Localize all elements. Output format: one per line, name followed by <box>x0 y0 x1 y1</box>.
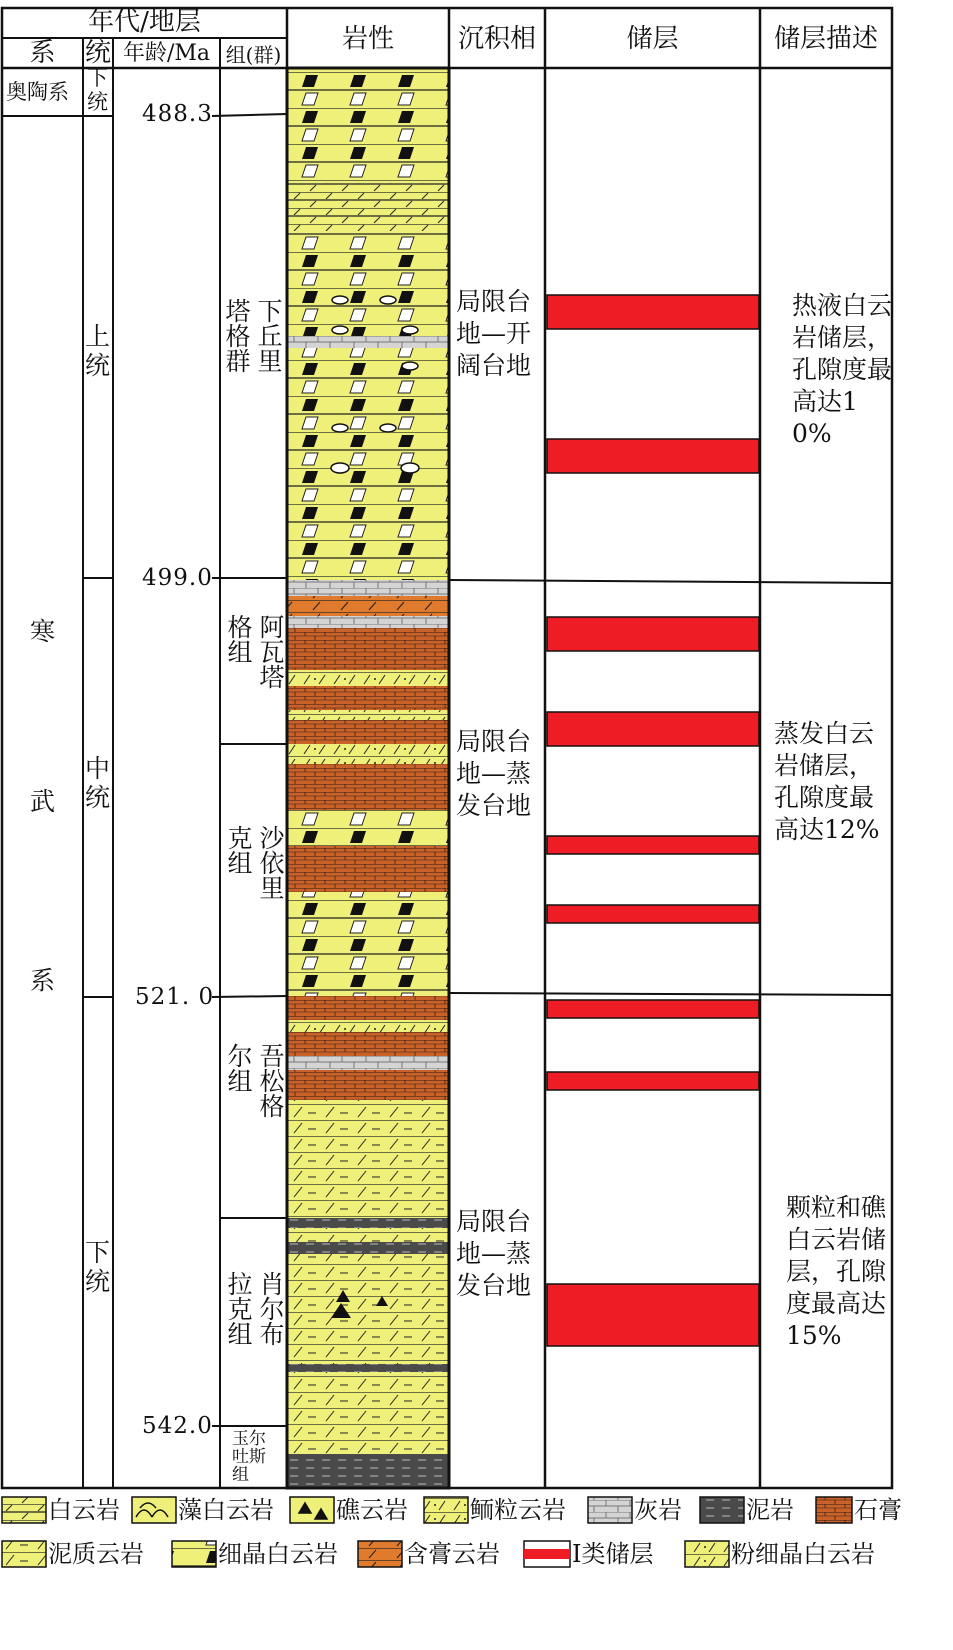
reservoir-bars <box>547 295 759 1346</box>
reservoir-desc-hydrothermal: 热液白云岩储层，孔隙度最高达10% <box>792 291 893 448</box>
header-series: 统 <box>84 38 111 68</box>
header-era-stratum: 年代/地层 <box>88 7 201 37</box>
series-lower: 下统 <box>84 1238 110 1296</box>
formation-xiaqiulitage: 下丘里塔格群 <box>222 298 283 373</box>
formation-yuertusi: 玉尔吐斯组 <box>232 1429 266 1485</box>
system-cambrian-char2: 武 <box>30 787 56 816</box>
series-upper: 上统 <box>84 322 110 380</box>
legend-label-oolitic: 鲕粒云岩 <box>470 1496 566 1524</box>
header-reservoir: 储层 <box>626 24 679 54</box>
header-reservoir-desc: 储层描述 <box>773 24 878 54</box>
legend-label-siltcrystal: 粉细晶白云岩 <box>731 1540 875 1568</box>
header-system: 系 <box>29 38 56 68</box>
system-cambrian-char1: 寒 <box>30 617 56 646</box>
legend-label-reef: 礁云岩 <box>336 1496 408 1524</box>
legend-label-mudstone: 泥岩 <box>746 1496 794 1524</box>
legend-label-limestone: 灰岩 <box>634 1496 682 1524</box>
header-lithology: 岩性 <box>341 24 394 54</box>
header-age: 年龄/Ma <box>122 41 211 66</box>
age-488: 488.3 <box>142 101 213 127</box>
legend-label-dolomite: 白云岩 <box>48 1496 120 1524</box>
age-521: 521. 0 <box>135 984 215 1010</box>
formation-awatage: 阿瓦塔格组 <box>224 614 285 689</box>
series-lower-ordovician: 下统 <box>87 66 108 114</box>
header-facies: 沉积相 <box>457 24 536 54</box>
header-formation: 组(群) <box>225 43 282 67</box>
system-ordovician: 奥陶系 <box>6 80 69 104</box>
legend-label-gypsiferous: 含膏云岩 <box>404 1540 500 1568</box>
legend-label-algal: 藻白云岩 <box>178 1496 274 1524</box>
facies-restricted-evaporite-low: 局限台地—蒸发台地 <box>456 1207 532 1300</box>
system-cambrian-char3: 系 <box>30 966 56 995</box>
facies-restricted-open: 局限台地—开阔台地 <box>456 287 532 380</box>
age-499: 499.0 <box>142 565 213 591</box>
lithology-column <box>287 68 449 1488</box>
reservoir-desc-grain-reef: 颗粒和礁白云岩储层，孔隙度最高达15% <box>786 1193 887 1350</box>
legend-label-argillaceous: 泥质云岩 <box>48 1540 144 1568</box>
formation-shayilike: 沙依里克组 <box>224 825 285 900</box>
legend-label-reservoir: I类储层 <box>572 1540 654 1568</box>
facies-restricted-evaporite-mid: 局限台地—蒸发台地 <box>456 727 532 820</box>
reservoir-desc-evaporite: 蒸发白云岩储层，孔隙度最高达12% <box>774 719 880 844</box>
series-middle: 中统 <box>84 754 110 812</box>
formation-xiaoerbulake: 肖尔布拉克组 <box>224 1271 285 1346</box>
legend-label-gypsum: 石膏 <box>854 1496 902 1524</box>
formation-wusonggeer: 吾松格尔组 <box>224 1043 285 1118</box>
age-542: 542.0 <box>142 1413 213 1439</box>
legend-label-finecrystal: 细晶白云岩 <box>218 1540 338 1568</box>
